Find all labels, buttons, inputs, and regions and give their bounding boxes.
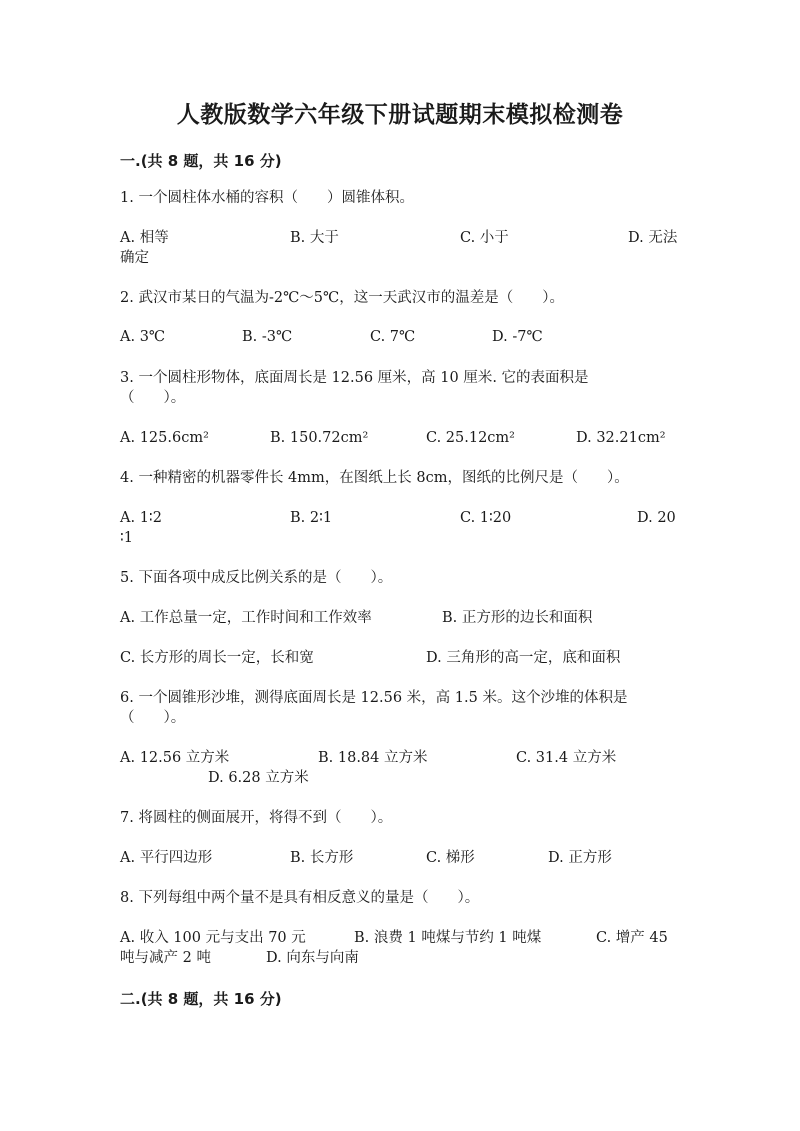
- question-7-option-b: B. 长方形: [290, 850, 354, 866]
- question-1-option-d: D. 无法: [628, 230, 678, 246]
- question-2-option-a: A. 3℃: [120, 329, 166, 345]
- section-heading-1: 一.(共 8 题，共 16 分): [120, 152, 282, 170]
- question-6-stem-continued: （ ）。: [120, 710, 186, 726]
- question-6-option-c: C. 31.4 立方米: [516, 750, 617, 766]
- question-2-option-c: C. 7℃: [370, 329, 416, 345]
- question-7-option-a: A. 平行四边形: [120, 850, 213, 866]
- question-3-option-c: C. 25.12cm²: [426, 430, 515, 446]
- question-2-option-b: B. -3℃: [242, 329, 293, 345]
- question-6-option-d: D. 6.28 立方米: [208, 770, 309, 786]
- question-3-option-a: A. 125.6cm²: [120, 430, 209, 446]
- question-4-option-b: B. 2∶1: [290, 510, 333, 526]
- section-heading-2: 二.(共 8 题，共 16 分): [120, 990, 282, 1008]
- question-6-option-b: B. 18.84 立方米: [318, 750, 428, 766]
- question-3-option-d: D. 32.21cm²: [576, 430, 666, 446]
- question-4-option-d: D. 20: [637, 510, 676, 526]
- question-7-stem: 7. 将圆柱的侧面展开，将得不到（ ）。: [120, 810, 393, 826]
- question-2-option-d: D. -7℃: [492, 329, 543, 345]
- question-4-option-c: C. 1∶20: [460, 510, 512, 526]
- question-5-stem: 5. 下面各项中成反比例关系的是（ ）。: [120, 570, 393, 586]
- page-title: 人教版数学六年级下册试题期末模拟检测卷: [176, 102, 624, 128]
- question-1-option-b: B. 大于: [290, 230, 339, 246]
- question-4-option-d-continued: ∶1: [120, 530, 133, 546]
- question-5-option-d: D. 三角形的高一定，底和面积: [426, 650, 621, 666]
- question-3-stem: 3. 一个圆柱形物体，底面周长是 12.56 厘米，高 10 厘米. 它的表面积是: [120, 370, 589, 386]
- question-5-option-b: B. 正方形的边长和面积: [442, 610, 593, 626]
- question-7-option-d: D. 正方形: [548, 850, 612, 866]
- question-8-option-a: A. 收入 100 元与支出 70 元: [120, 930, 306, 946]
- question-1-option-d-continued: 确定: [120, 250, 149, 266]
- question-6-stem: 6. 一个圆锥形沙堆，测得底面周长是 12.56 米，高 1.5 米。这个沙堆的体积是: [120, 690, 628, 706]
- question-3-option-b: B. 150.72cm²: [270, 430, 369, 446]
- question-4-stem: 4. 一种精密的机器零件长 4mm，在图纸上长 8cm，图纸的比例尺是（ ）。: [120, 470, 629, 486]
- question-1-option-a: A. 相等: [120, 230, 169, 246]
- question-2-stem: 2. 武汉市某日的气温为-2℃～5℃，这一天武汉市的温差是（ ）。: [120, 290, 564, 306]
- question-4-option-a: A. 1∶2: [120, 510, 162, 526]
- question-8-option-b: B. 浪费 1 吨煤与节约 1 吨煤: [354, 930, 542, 946]
- question-8-option-c-continued: 吨与减产 2 吨: [120, 950, 211, 966]
- question-1-option-c: C. 小于: [460, 230, 509, 246]
- question-5-option-c: C. 长方形的周长一定，长和宽: [120, 650, 314, 666]
- question-5-option-a: A. 工作总量一定，工作时间和工作效率: [120, 610, 372, 626]
- question-6-option-a: A. 12.56 立方米: [120, 750, 230, 766]
- question-1-stem: 1. 一个圆柱体水桶的容积（ ）圆锥体积。: [120, 190, 414, 206]
- question-8-stem: 8. 下列每组中两个量不是具有相反意义的量是（ ）。: [120, 890, 480, 906]
- question-7-option-c: C. 梯形: [426, 850, 475, 866]
- question-8-option-d: D. 向东与向南: [266, 950, 359, 966]
- question-3-stem-continued: （ ）。: [120, 390, 186, 406]
- question-8-option-c: C. 增产 45: [596, 930, 668, 946]
